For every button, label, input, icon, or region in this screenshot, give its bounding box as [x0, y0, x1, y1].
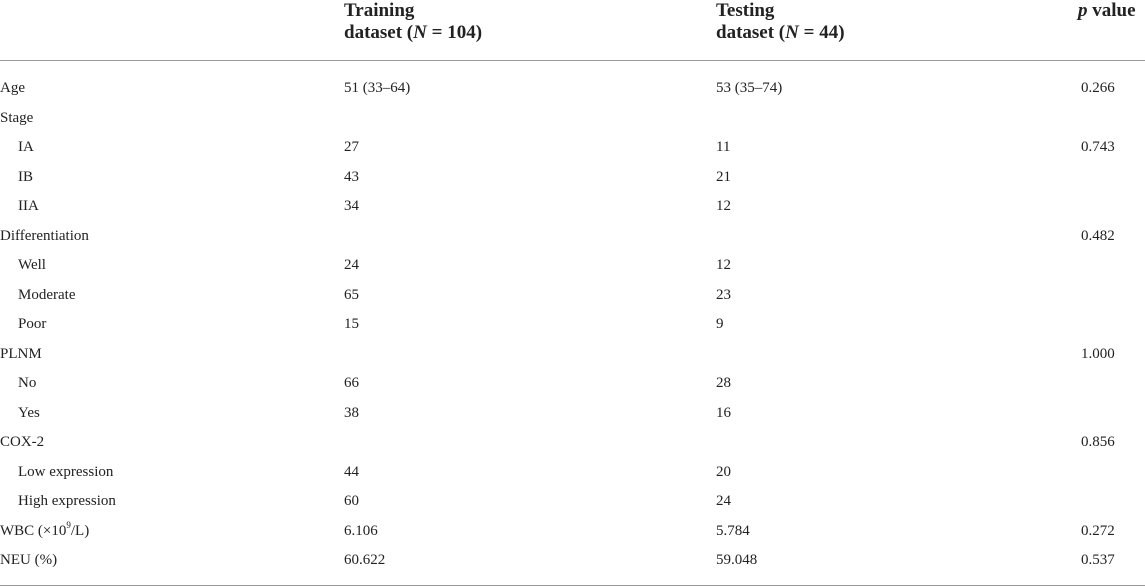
- row-training: 44: [344, 463, 359, 480]
- row-testing: 59.048: [716, 552, 758, 568]
- header-training-post: = 104): [426, 22, 483, 43]
- row-label: Moderate: [18, 286, 76, 303]
- row-label-sup: 9: [66, 519, 71, 530]
- row-testing: 12: [716, 257, 731, 273]
- header-testing-line1: Testing: [716, 0, 775, 21]
- row-label: IIA: [18, 198, 39, 214]
- row-training: 6.106: [344, 522, 378, 539]
- header-training-n: N: [413, 22, 427, 43]
- row-label: Differentiation: [0, 227, 89, 244]
- header-training-dataset: [344, 0, 482, 44]
- row-label: IA: [18, 139, 34, 155]
- row-label: Poor: [18, 316, 47, 332]
- row-testing: 20: [716, 463, 731, 480]
- row-testing: 11: [716, 139, 731, 155]
- header-training-pre: dataset (: [344, 22, 414, 43]
- header-p-word: value: [1087, 0, 1136, 21]
- row-testing: 53 (35–74): [716, 80, 783, 96]
- table-row-cox2: [0, 428, 1145, 458]
- row-p-value: 0.537: [1081, 552, 1115, 568]
- row-label-pre: WBC (×10: [0, 522, 67, 539]
- table-row-plnm: [0, 340, 1145, 370]
- header-p-line: [1078, 0, 1136, 22]
- row-p-value: 0.482: [1081, 227, 1115, 244]
- table-row-poor: [0, 310, 1145, 340]
- row-label: Age: [0, 80, 25, 96]
- table-header: [0, 0, 1145, 61]
- header-testing-post: = 44): [798, 22, 845, 43]
- row-training: 60: [344, 493, 359, 509]
- row-label: [0, 517, 89, 547]
- header-testing-dataset: [716, 0, 845, 44]
- row-testing: 16: [716, 404, 731, 421]
- row-label: IB: [18, 168, 33, 185]
- table-row-ia: [0, 133, 1145, 163]
- row-p-value: 0.272: [1081, 522, 1115, 539]
- header-p-value: [1078, 0, 1136, 22]
- row-p-value: 1.000: [1081, 345, 1115, 362]
- row-testing: 12: [716, 198, 731, 214]
- row-label: PLNM: [0, 345, 42, 362]
- table-row-iia: [0, 192, 1145, 222]
- row-label: Stage: [0, 109, 34, 126]
- row-p-value: 0.743: [1081, 139, 1115, 155]
- table-body: [0, 74, 1145, 576]
- row-label: Well: [18, 257, 46, 273]
- table-row-well: [0, 251, 1145, 281]
- table-row-high-expression: [0, 487, 1145, 517]
- table-row-age: [0, 74, 1145, 104]
- row-label: COX-2: [0, 434, 45, 450]
- row-testing: 9: [716, 316, 724, 332]
- row-label: NEU (%): [0, 552, 58, 568]
- row-training: 66: [344, 375, 359, 391]
- row-label: Low expression: [18, 463, 114, 480]
- row-p-value: 0.856: [1081, 434, 1115, 450]
- row-training: 43: [344, 168, 359, 185]
- row-training: 34: [344, 198, 359, 214]
- table-row-moderate: [0, 281, 1145, 311]
- row-training: 51 (33–64): [344, 80, 411, 96]
- row-label-post: /L): [70, 522, 90, 539]
- table-row-low-expression: [0, 458, 1145, 488]
- row-testing: 24: [716, 493, 731, 509]
- row-label: Yes: [18, 404, 40, 421]
- table-row-no: [0, 369, 1145, 399]
- row-training: 15: [344, 316, 359, 332]
- row-testing: 23: [716, 286, 731, 303]
- header-training-line2: [344, 22, 482, 44]
- header-training-line1: Training: [344, 0, 415, 21]
- header-testing-line2: [716, 22, 845, 44]
- table-row-yes: [0, 399, 1145, 429]
- row-testing: 5.784: [716, 522, 750, 539]
- table-row-differentiation: [0, 222, 1145, 252]
- row-testing: 21: [716, 168, 731, 185]
- row-label: No: [18, 375, 37, 391]
- row-training: 38: [344, 404, 359, 421]
- row-testing: 28: [716, 375, 731, 391]
- header-testing-n: N: [785, 22, 799, 43]
- header-testing-pre: dataset (: [716, 22, 786, 43]
- row-training: 24: [344, 257, 359, 273]
- table-row-stage: [0, 104, 1145, 134]
- row-label: High expression: [18, 493, 116, 509]
- row-p-value: 0.266: [1081, 80, 1115, 96]
- table-row-ib: [0, 163, 1145, 193]
- row-training: 60.622: [344, 552, 386, 568]
- table-row-neu: [0, 546, 1145, 576]
- header-p-letter: p: [1078, 0, 1088, 21]
- row-training: 65: [344, 286, 359, 303]
- table-row-wbc: [0, 517, 1145, 547]
- table-bottom-rule: [0, 585, 1145, 586]
- row-training: 27: [344, 139, 359, 155]
